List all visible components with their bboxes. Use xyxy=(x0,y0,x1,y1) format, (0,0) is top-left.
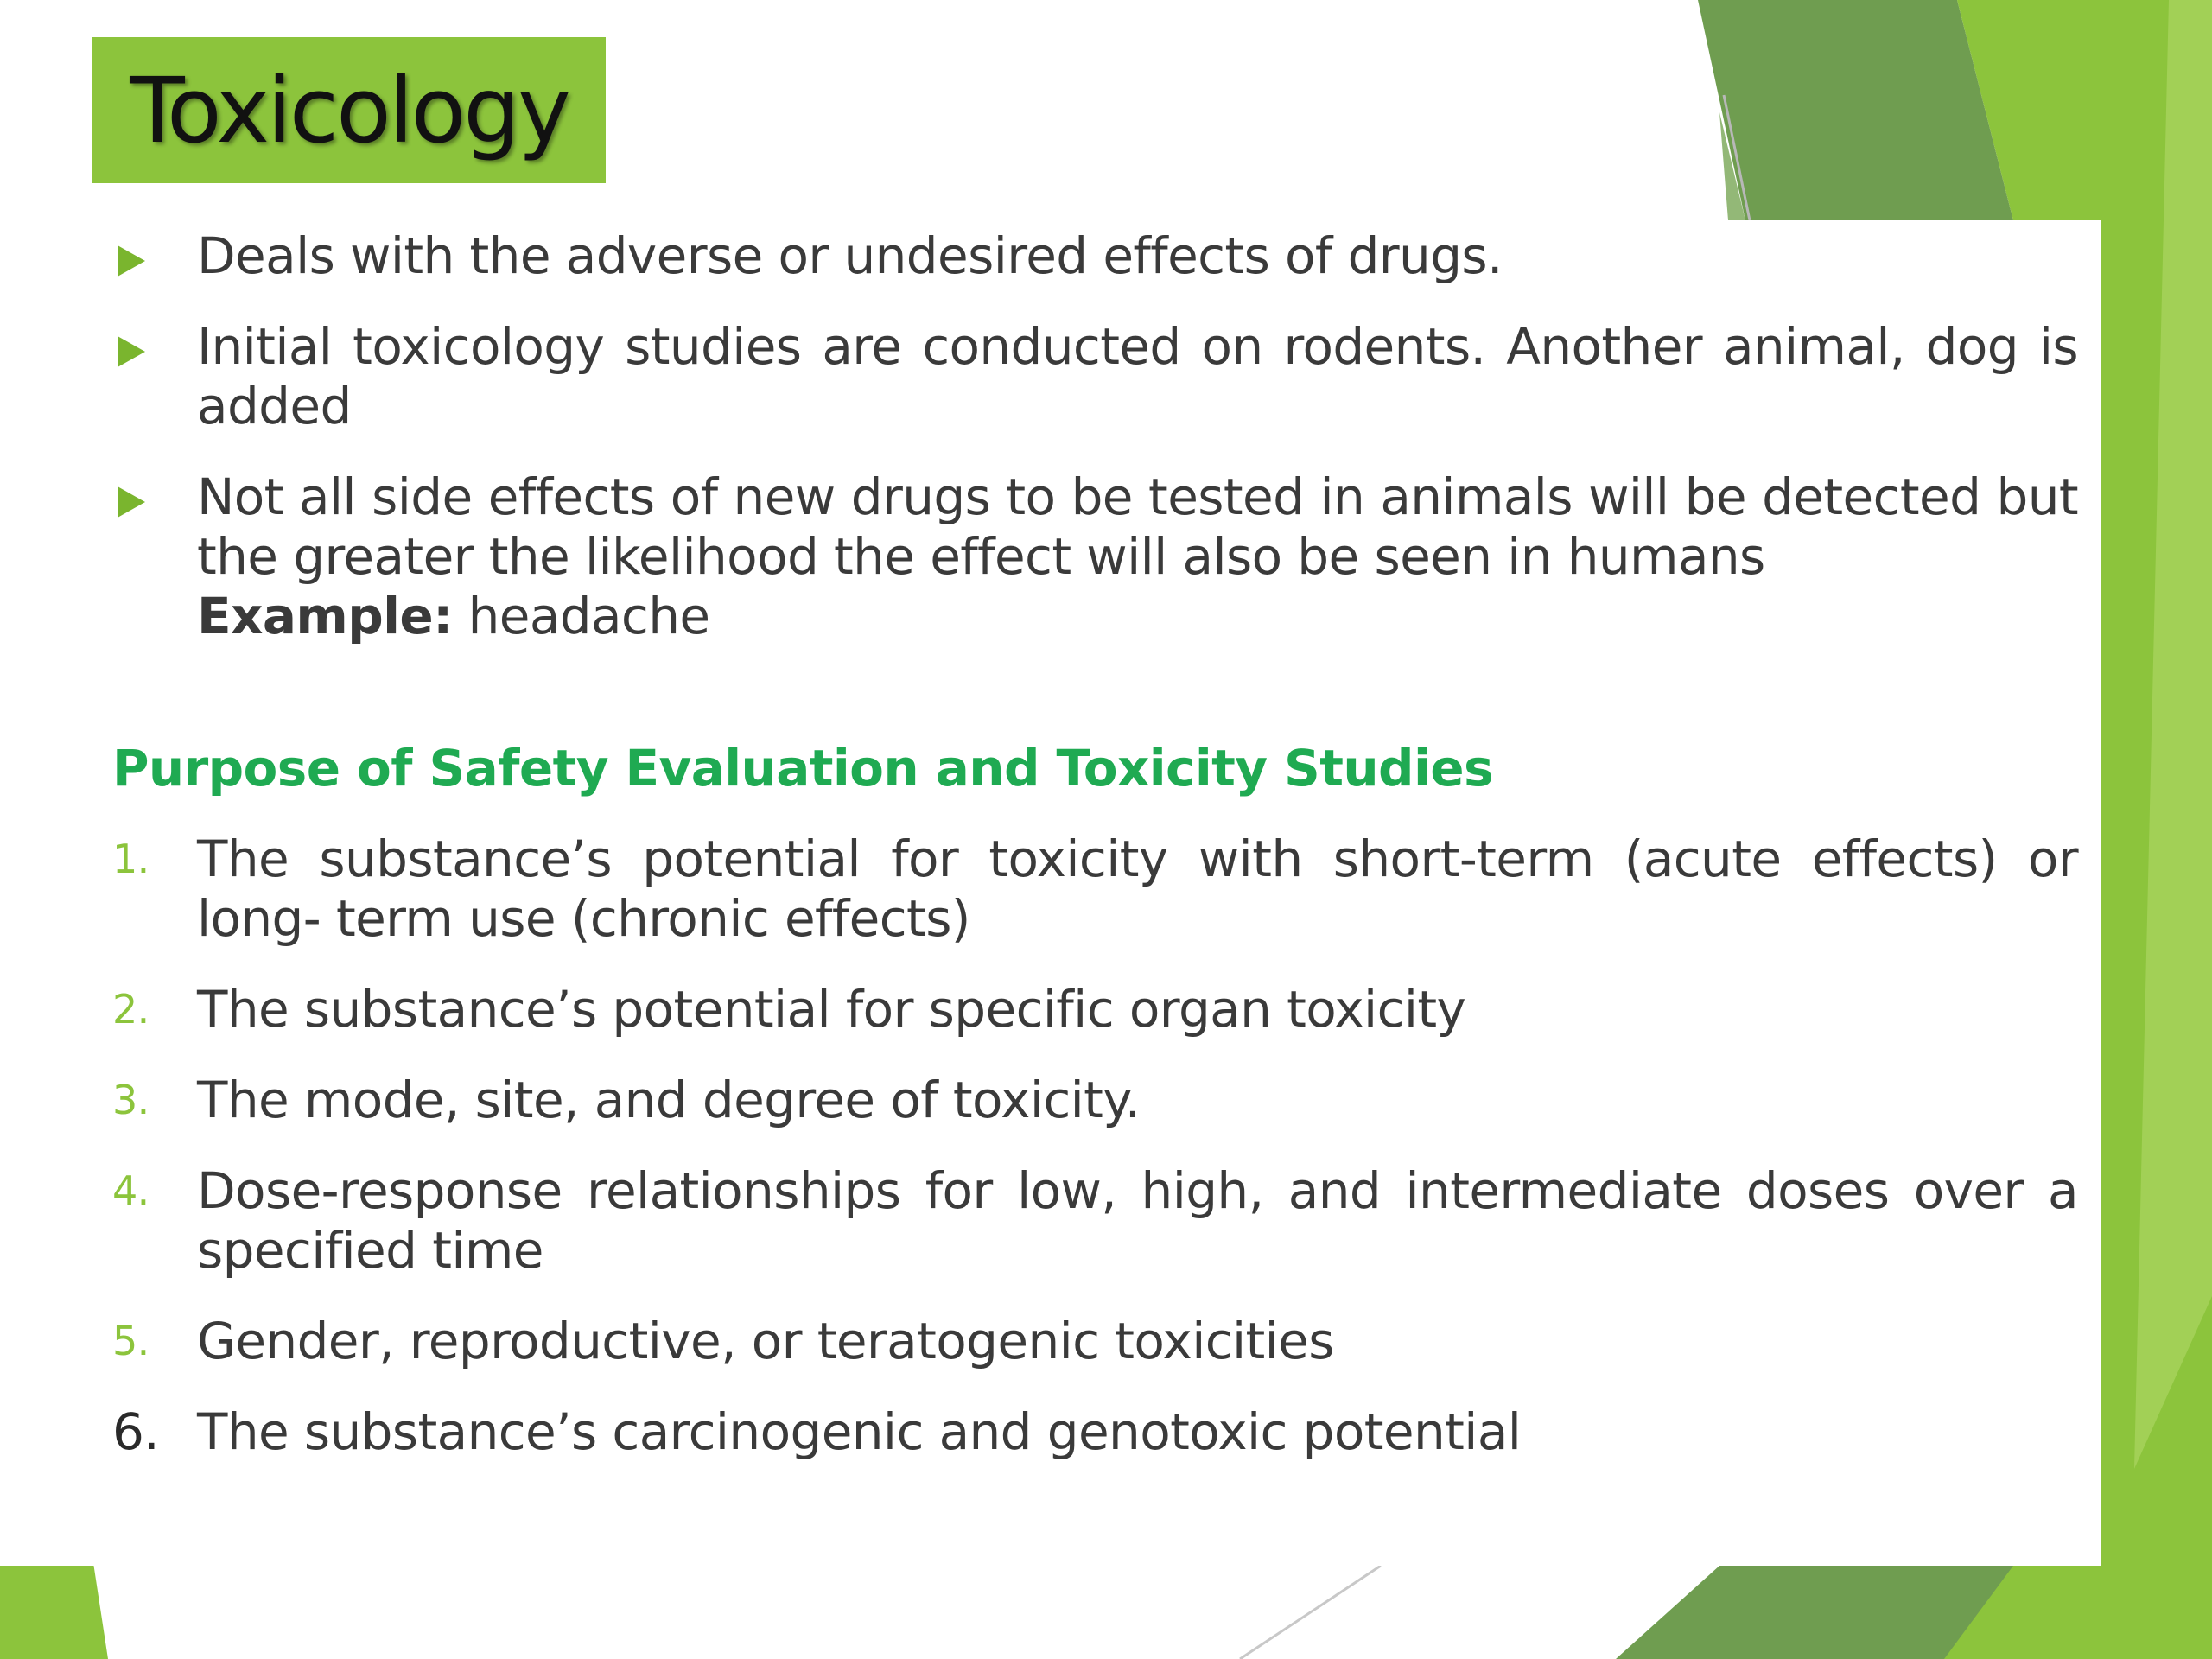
item-number: 2. xyxy=(112,986,149,1033)
bullet-item xyxy=(112,317,2078,436)
example-line xyxy=(197,587,2078,646)
numbered-item xyxy=(112,980,2078,1039)
numbered-item xyxy=(112,830,2078,949)
item-text: The substance’s potential for toxicity with short-term (acute effects) or long- term use (chronic effects) xyxy=(197,830,2078,948)
bullet-item xyxy=(112,467,2078,646)
item-text: Dose-response relationships for low, high, and intermediate doses over a specified time xyxy=(197,1161,2078,1280)
item-number: 1. xyxy=(112,836,149,882)
triangle-bullet-icon xyxy=(118,486,145,518)
title-box xyxy=(92,37,606,183)
example-label: Example: xyxy=(197,587,453,645)
bullet-text: Not all side effects of new drugs to be tested in animals will be detected but the greater the likelihood the effect will also be seen in humans xyxy=(197,467,2078,586)
item-number: 4. xyxy=(112,1167,149,1214)
triangle-bullet-icon xyxy=(118,336,145,367)
item-number: 6. xyxy=(112,1402,160,1461)
deco-line-bottom xyxy=(1240,1566,1381,1659)
numbered-item xyxy=(112,1312,2078,1371)
item-text: The substance’s carcinogenic and genotoxic potential xyxy=(197,1402,1522,1461)
item-text: Gender, reproductive, or teratogenic toxicities xyxy=(197,1312,1334,1370)
item-text: The mode, site, and degree of toxicity. xyxy=(197,1071,1141,1129)
bullet-text: Initial toxicology studies are conducted on rodents. Another animal, dog is added xyxy=(197,317,2078,435)
bullet-item xyxy=(112,226,2078,286)
item-number: 3. xyxy=(112,1077,149,1123)
numbered-item xyxy=(112,1161,2078,1281)
item-text: The substance’s potential for specific organ toxicity xyxy=(197,980,1466,1039)
bullet-text: Deals with the adverse or undesired effects of drugs. xyxy=(197,226,1503,285)
numbered-item xyxy=(112,1071,2078,1130)
slide-title: Toxicology xyxy=(130,57,569,163)
numbered-item xyxy=(112,1402,2078,1462)
example-text: headache xyxy=(452,587,710,645)
triangle-bullet-icon xyxy=(118,245,145,276)
item-number: 5. xyxy=(112,1318,149,1364)
section-heading: Purpose of Safety Evaluation and Toxicity Studies xyxy=(112,739,1493,798)
slide-body xyxy=(112,226,2078,1493)
